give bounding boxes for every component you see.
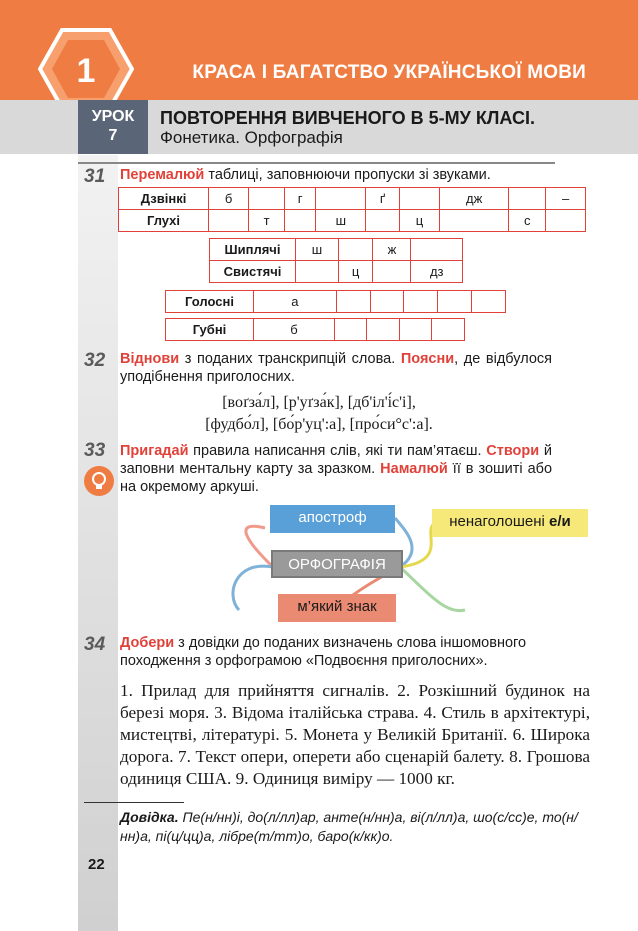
top-rule xyxy=(78,162,555,164)
task-33-text-3: її в зошиті або на окремому аркуші. xyxy=(120,461,553,495)
labials-table xyxy=(165,318,465,341)
mindmap-node-unstressed xyxy=(432,509,588,537)
side-margin-strip xyxy=(78,155,118,931)
task-31-text: таблиці, заповнюючи пропуски зі звуками. xyxy=(204,167,491,183)
task-33-text-2: й заповни ментальну карту за зразком. xyxy=(120,443,552,477)
mindmap-node-apostrophe: апостроф xyxy=(270,505,395,533)
task-32-text-1: з поданих транскрипцій слова. xyxy=(179,351,401,367)
task-33-instruction xyxy=(120,442,552,496)
table-cell xyxy=(373,261,411,283)
task-34-verb: Добери xyxy=(120,635,175,651)
table-cell xyxy=(440,210,509,232)
mindmap-center: ОРФОГРАФІЯ xyxy=(271,550,403,578)
mindmap-node-soft-sign: м’який знак xyxy=(278,594,396,622)
table-cell xyxy=(296,261,339,283)
table-cell: ц xyxy=(399,210,439,232)
transcription-line-1: [воґза́л], [р'уґза́к], [дб'іл'і́с'і], xyxy=(222,394,416,411)
task-32-verb-1: Віднови xyxy=(120,351,180,367)
table-cell xyxy=(411,239,463,261)
table-row xyxy=(119,210,586,232)
lesson-topic: ПОВТОРЕННЯ ВИВЧЕНОГО В 5-МУ КЛАСІ. xyxy=(160,108,535,128)
vowels-table xyxy=(165,290,506,313)
table-row xyxy=(210,261,463,283)
lesson-label xyxy=(78,100,148,154)
task-33-text-1: правила написання слів, які ти пам’ятаєш. xyxy=(188,443,482,459)
table-cell: ґ xyxy=(366,188,400,210)
table-cell xyxy=(546,210,586,232)
task-32-verb-2: Поясни xyxy=(400,351,455,367)
table-row xyxy=(119,188,586,210)
table-cell: – xyxy=(546,188,586,210)
table-cell xyxy=(367,319,400,341)
hint-box xyxy=(120,808,590,846)
task-number-33: 33 xyxy=(84,440,106,461)
table-cell: ш xyxy=(316,210,366,232)
row-label: Глухі xyxy=(119,210,209,232)
task-32-instruction xyxy=(120,350,552,386)
table-cell: ж xyxy=(373,239,411,261)
row-label: Шиплячі xyxy=(210,239,296,261)
table-cell xyxy=(334,319,367,341)
chapter-number: 1 xyxy=(76,52,96,90)
chapter-number-badge xyxy=(38,28,134,110)
hint-label: Довідка. xyxy=(120,809,179,825)
table-cell: дз xyxy=(411,261,463,283)
row-label: Свистячі xyxy=(210,261,296,283)
table-cell xyxy=(404,291,438,313)
table-cell xyxy=(399,319,432,341)
task-number-32: 32 xyxy=(84,350,106,371)
table-row xyxy=(210,239,463,261)
table-cell xyxy=(509,188,546,210)
table-row xyxy=(166,291,506,313)
row-label: Дзвінкі xyxy=(119,188,209,210)
footnote-rule xyxy=(84,802,184,803)
task-33-verb-1: Пригадай xyxy=(120,443,189,459)
row-label: Губні xyxy=(166,319,254,341)
table-cell xyxy=(336,291,370,313)
table-cell xyxy=(284,210,316,232)
definitions-paragraph: 1. Прилад для прийняття сигналів. 2. Розкішний будинок на березі моря. 3. Відома італійська страва. 4. Стиль в архітектурі, мистецтві, літературі. 5. Монета у Великій Британії. 6. Широка дорога. 7. Текст опери, оперети або сценарій балету. 8. Грошова одиниця США. 9. Одиниця виміру — 1000 кг. xyxy=(120,681,590,788)
task-number-34: 34 xyxy=(84,634,106,655)
page-number: 22 xyxy=(88,856,105,873)
mindmap-node-unstressed-text: ненаголошені xyxy=(449,513,550,530)
table-cell: б xyxy=(209,188,249,210)
table-cell: а xyxy=(254,291,337,313)
task-number-31: 31 xyxy=(84,166,106,187)
task-31-verb: Перемалюй xyxy=(120,167,205,183)
table-cell: с xyxy=(509,210,546,232)
table-cell xyxy=(338,239,373,261)
table-cell xyxy=(366,210,400,232)
voiced-voiceless-table xyxy=(118,187,586,232)
table-cell: ш xyxy=(296,239,339,261)
table-cell: б xyxy=(254,319,335,341)
task-31-instruction xyxy=(120,166,491,184)
task-33-verb-2: Створи xyxy=(486,443,540,459)
table-row xyxy=(166,319,465,341)
table-cell xyxy=(438,291,472,313)
task-34-instruction xyxy=(120,634,560,670)
lightbulb-icon xyxy=(84,466,114,496)
table-cell xyxy=(209,210,249,232)
table-cell xyxy=(399,188,439,210)
task-32-text-2: , де відбулося уподібнення приголосних. xyxy=(120,351,552,385)
table-cell xyxy=(249,188,285,210)
lesson-subtopic: Фонетика. Орфографія xyxy=(160,128,343,147)
row-label: Голосні xyxy=(166,291,254,313)
table-cell: ц xyxy=(338,261,373,283)
table-cell xyxy=(432,319,465,341)
table-cell xyxy=(472,291,506,313)
table-cell xyxy=(316,188,366,210)
task-33-verb-3: Намалюй xyxy=(380,461,448,477)
table-cell: т xyxy=(249,210,285,232)
chapter-title: КРАСА І БАГАТСТВО УКРАЇНСЬКОЇ МОВИ xyxy=(192,62,586,83)
lesson-label-word: УРОК xyxy=(91,108,135,125)
task-34-text: з довідки до поданих визначень слова іншомовного походження з орфограмою «Подвоєння приголосних». xyxy=(120,635,527,669)
table-cell: дж xyxy=(440,188,509,210)
hint-text: Пе(н/нн)і, до(л/лл)ар, анте(н/нн)а, ві(л/лл)а, шо(с/сс)е, то(н/нн)а, пі(ц/цц)а, лібре(т/тт)о, баро(к/кк)о. xyxy=(120,809,578,844)
transcription-line-2: [фудбо́л], [бо́р'уц':а], [про́си°с':а]. xyxy=(205,416,433,433)
table-cell: г xyxy=(284,188,316,210)
hissing-whistling-table xyxy=(209,238,463,283)
table-cell xyxy=(370,291,404,313)
mindmap-node-unstressed-bold: е/и xyxy=(549,513,571,530)
lesson-label-number: 7 xyxy=(108,127,118,144)
